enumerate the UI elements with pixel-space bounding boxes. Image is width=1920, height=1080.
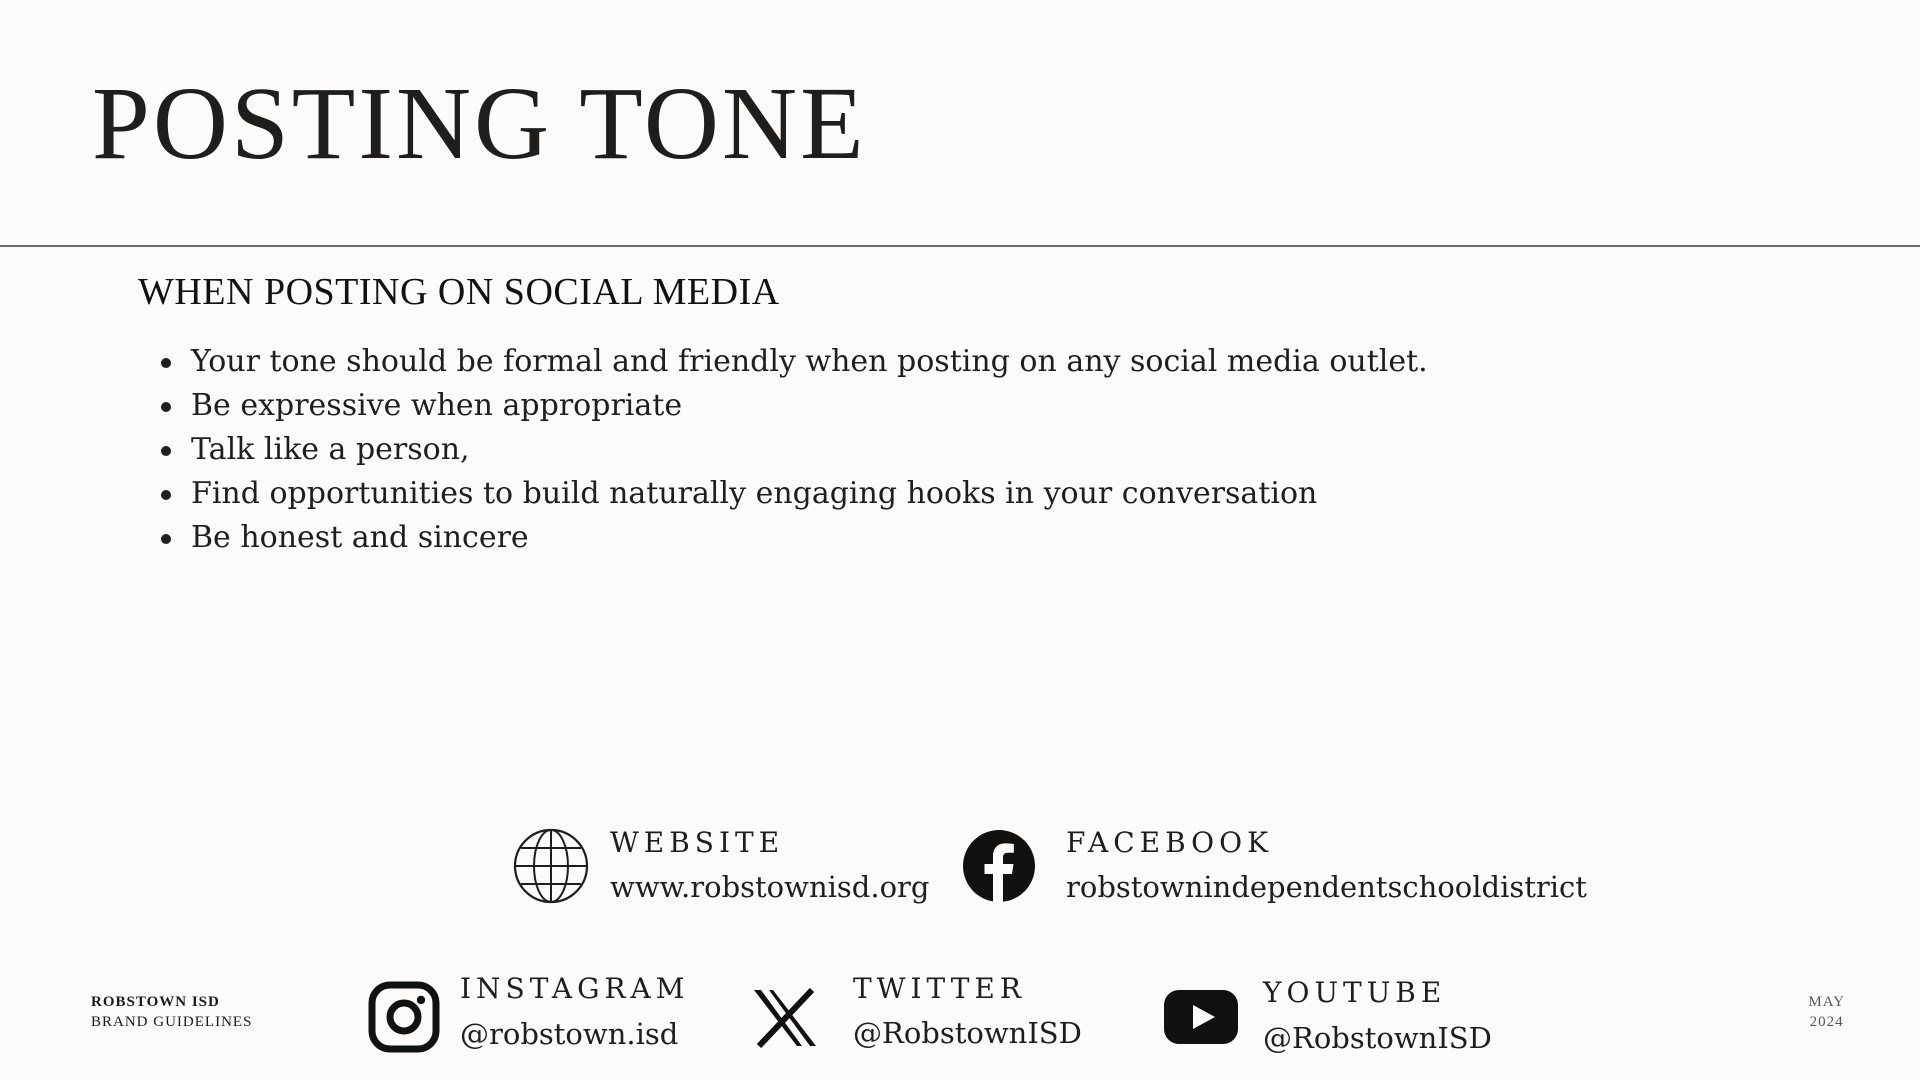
facebook-label: FACEBOOK bbox=[1066, 826, 1274, 859]
footer-year: 2024 bbox=[1809, 1014, 1844, 1030]
globe-icon bbox=[513, 828, 589, 904]
list-item: Your tone should be formal and friendly when posting on any social media outlet. bbox=[191, 340, 1428, 384]
facebook-icon bbox=[962, 829, 1036, 903]
website-link[interactable]: www.robstownisd.org bbox=[610, 870, 930, 904]
contact-facebook bbox=[962, 823, 1587, 913]
section-heading: WHEN POSTING ON SOCIAL MEDIA bbox=[138, 271, 780, 313]
youtube-label: YOUTUBE bbox=[1263, 976, 1447, 1009]
youtube-icon bbox=[1163, 989, 1239, 1045]
contact-youtube bbox=[1163, 974, 1523, 1064]
list-item: Be honest and sincere bbox=[191, 516, 1428, 560]
footer-document-title: BRAND GUIDELINES bbox=[91, 1014, 253, 1030]
instagram-label: INSTAGRAM bbox=[460, 972, 690, 1005]
footer-brand bbox=[91, 992, 252, 1032]
contact-website bbox=[513, 823, 933, 913]
facebook-link[interactable]: robstownindependentschooldistrict bbox=[1066, 870, 1587, 904]
contact-twitter bbox=[752, 970, 1092, 1060]
footer-date bbox=[1808, 992, 1845, 1032]
footer-organization: ROBSTOWN ISD bbox=[91, 994, 220, 1010]
x-twitter-icon bbox=[752, 988, 818, 1048]
list-item: Be expressive when appropriate bbox=[191, 384, 1428, 428]
twitter-link[interactable]: @RobstownISD bbox=[853, 1016, 1082, 1050]
instagram-icon bbox=[368, 981, 440, 1053]
twitter-label: TWITTER bbox=[853, 972, 1026, 1005]
instagram-link[interactable]: @robstown.isd bbox=[460, 1017, 679, 1051]
footer-month: MAY bbox=[1808, 994, 1845, 1010]
contact-instagram bbox=[368, 970, 708, 1060]
youtube-link[interactable]: @RobstownISD bbox=[1263, 1021, 1492, 1055]
title-divider bbox=[0, 245, 1920, 247]
guideline-list bbox=[191, 340, 1428, 560]
list-item: Find opportunities to build naturally engaging hooks in your conversation bbox=[191, 472, 1428, 516]
page-title: POSTING TONE bbox=[92, 66, 867, 181]
list-item: Talk like a person, bbox=[191, 428, 1428, 472]
website-label: WEBSITE bbox=[610, 826, 785, 859]
